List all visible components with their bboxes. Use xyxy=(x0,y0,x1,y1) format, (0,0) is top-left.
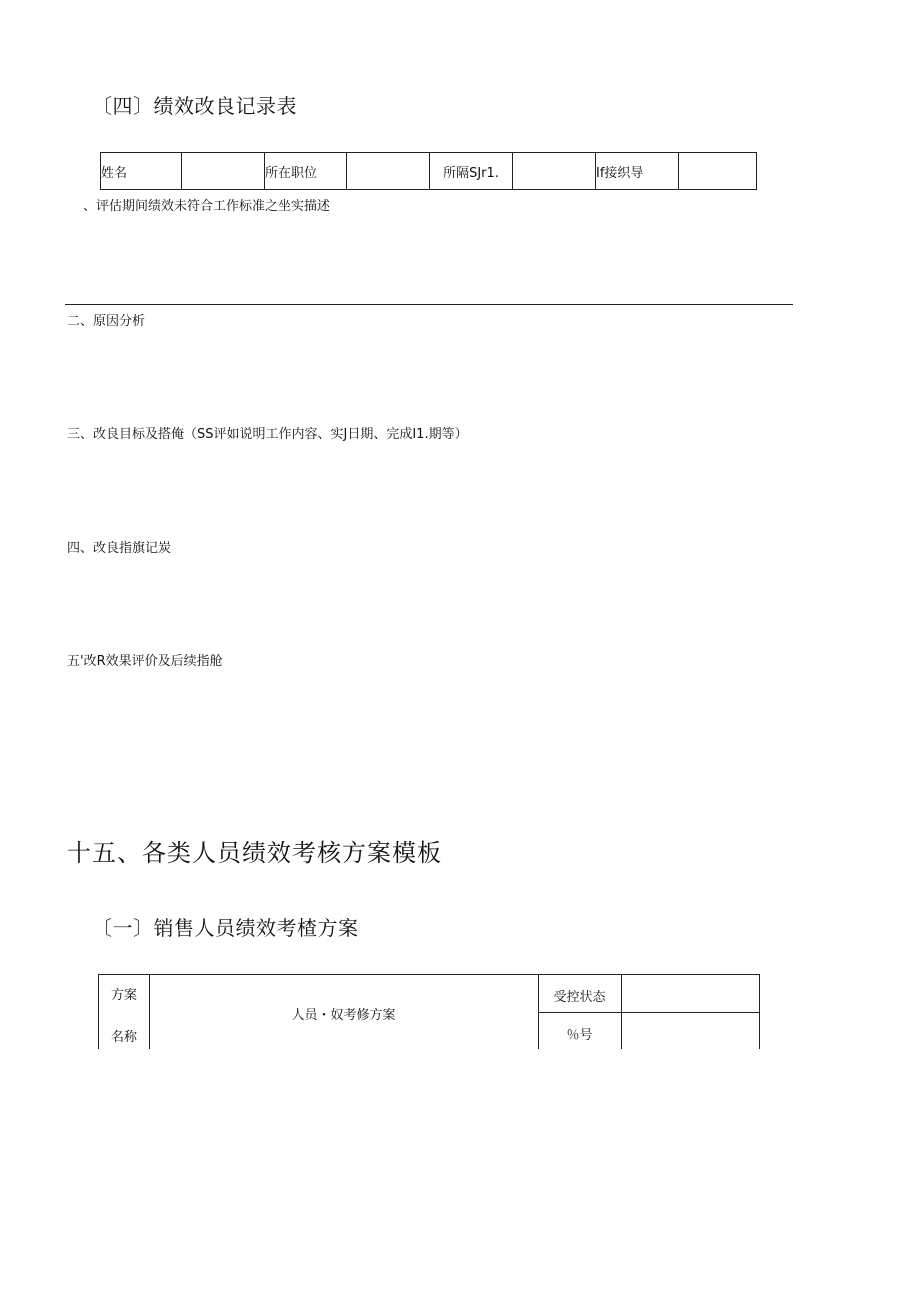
table-border-left xyxy=(98,974,99,1049)
table-border-top xyxy=(98,974,759,975)
table-divider xyxy=(538,1012,759,1013)
scheme-label-line2: 名称 xyxy=(111,1030,138,1045)
name-label: 姓名 xyxy=(101,165,128,181)
section-guidance-heading: 四、改良指旗记炭 xyxy=(67,541,172,556)
position-value-cell xyxy=(347,153,430,190)
divider xyxy=(65,304,793,305)
section-goals-heading: 三、改良目标及搭俺（SS评如说明工作内容、实J日期、完成I1.期等） xyxy=(67,427,468,442)
section-facts-heading: 、评估期间绩效未符合工作标准之坐实描述 xyxy=(83,199,331,214)
department-label: 所隔SJr1. xyxy=(443,165,499,181)
section-evaluation-heading: 五'改R效果评价及后续指舱 xyxy=(67,654,223,669)
subsection-title: 〔一〕销售人员绩效考楂方案 xyxy=(92,916,359,940)
department-value-cell xyxy=(513,153,596,190)
section4-title: 〔四〕绩效改良记录表 xyxy=(92,94,297,118)
table-row xyxy=(101,153,757,190)
department-label-cell xyxy=(430,153,513,190)
name-label-cell xyxy=(101,153,182,190)
position-label: 所在职位 xyxy=(265,165,318,181)
number-label: ％号 xyxy=(566,1028,593,1043)
scheme-name-value: 人员・奴考修方案 xyxy=(291,1008,396,1023)
section-cause-heading: 二、原因分析 xyxy=(67,314,146,329)
scheme-label-line1: 方案 xyxy=(111,988,138,1003)
supervisor-value-cell xyxy=(679,153,757,190)
chapter-title: 十五、各类人员绩效考核方案模板 xyxy=(67,839,442,867)
supervisor-label: If接织导 xyxy=(596,165,644,181)
control-status-label: 受控状态 xyxy=(553,990,606,1005)
position-label-cell xyxy=(265,153,347,190)
name-value-cell xyxy=(182,153,265,190)
table-border-right xyxy=(759,974,760,1049)
supervisor-label-cell xyxy=(596,153,679,190)
performance-record-table xyxy=(100,152,757,190)
scheme-table xyxy=(98,974,760,1049)
